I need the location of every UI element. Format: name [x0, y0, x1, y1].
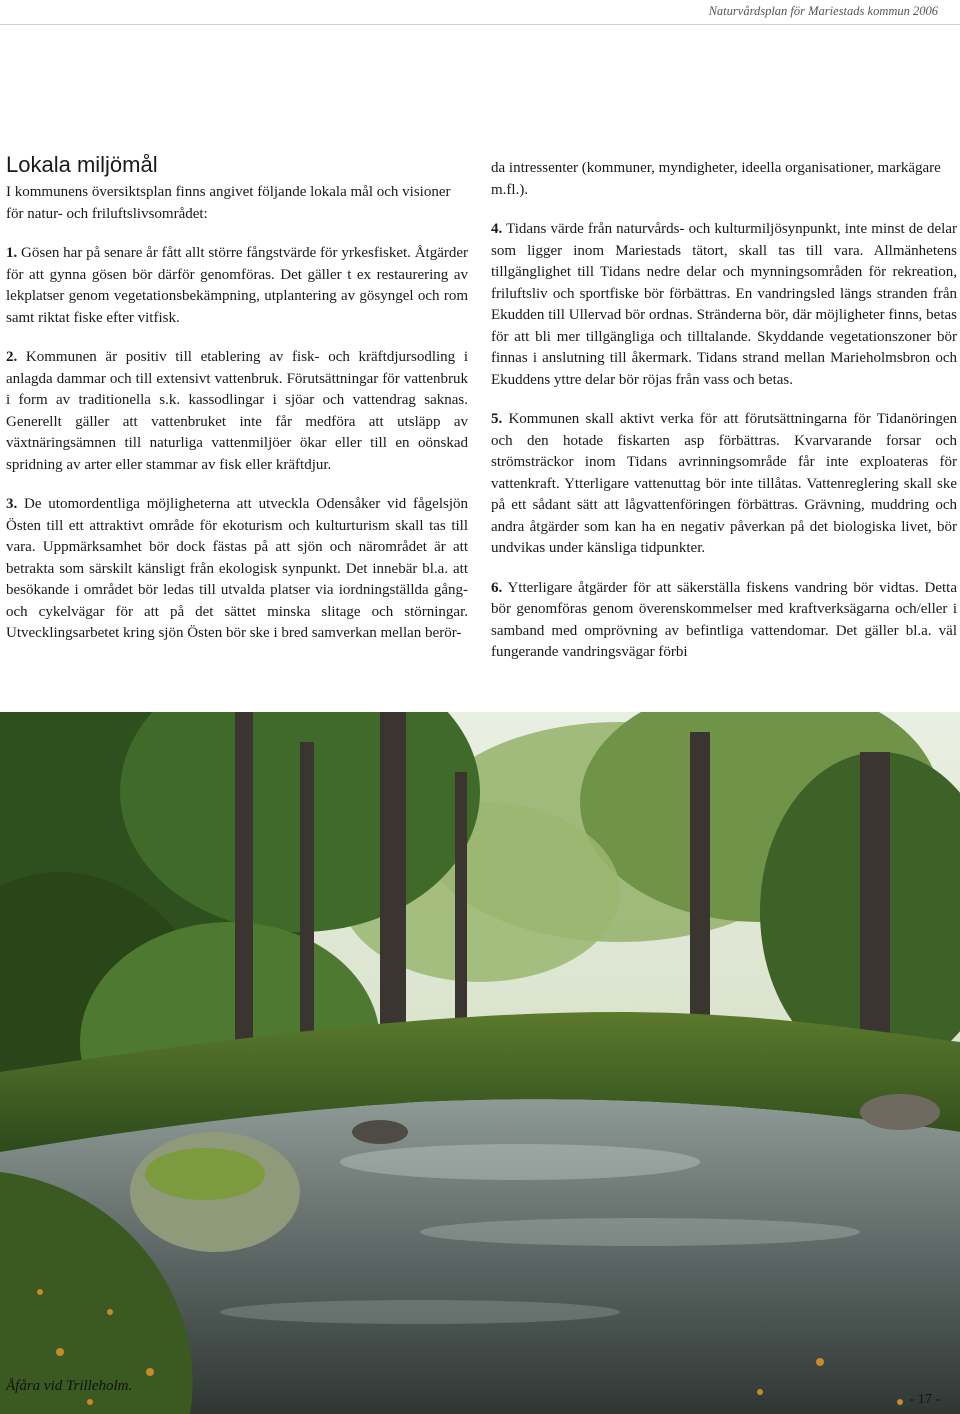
header-rule [0, 24, 960, 25]
goal-5 [491, 409, 957, 560]
goal-number: 5. [491, 411, 503, 427]
photo-caption: Åfåra vid Trilleholm. [6, 1378, 133, 1394]
goal-text: Ytterligare åtgärder för att säkerställa fiskens vandring bör vidtas. Detta bör genomföras genom överenskommelser med kraftverksägarna och/eller i samband med omprövning av befintliga vattendomar. Det gäller bl.a. väl fungerande vandringsvägar förbi [491, 579, 957, 660]
goal-text: De utomordentliga möjligheterna att utveckla Odensåker vid fågelsjön Östen till ett attraktivt område för ekoturism och kulturturism skall tas till vara. Uppmärksamhet bör dock fästas på att sjön och närområdet är att betrakta som särskilt känsligt från ekologisk synpunkt. Det innebär bl.a. att besökande i området bör ledas till utvalda platser via iordningställda gång- och cykelvägar för att på det sättet minska slitage och störningar. Utvecklingsarbetet kring sjön Östen bör ske i bred samverkan mellan berör- [6, 496, 468, 641]
goal-text: Kommunen är positiv till etablering av fisk- och kräftdjursodling i anlagda dammar och till extensivt vattenbruk. Förutsättningar för vattenbruk i form av traditionella s.k. kassodlingar i sjöar och vattendrag saknas. Generellt gäller att vattenbruket inte får medföra att utsläpp av växtnäringsämnen till naturliga vattenmiljöer ökar eller till en oönskad spridning av arter eller stammar av fisk eller kräftdjur. [6, 349, 468, 473]
section-title: Lokala miljömål [6, 152, 158, 177]
goal-3-part-2: da intressenter (kommuner, myndigheter, ideella organisationer, markägare m.fl.). [491, 160, 941, 198]
right-column [491, 158, 957, 664]
stream-photo [0, 712, 960, 1414]
goal-4 [491, 219, 957, 391]
goal-number: 6. [491, 579, 503, 596]
goal-number: 2. [6, 349, 18, 365]
goal-number: 4. [491, 221, 503, 237]
goal-1 [6, 243, 468, 329]
goal-3-part-1 [6, 494, 468, 645]
goal-number: 1. [6, 245, 18, 261]
goal-number: 3. [6, 496, 18, 512]
goal-text: Kommunen skall aktivt verka för att förutsättningarna för Tidanöringen och den hotade fiskarten asp förbättras. Kvarvarande forsar och strömsträckor inom Tidans avrinningsområde får inte exploateras för vattenkraft. Ytterligare vattenuttag bör inte tillåtas. Vattenreglering skall ske på ett sådant sätt att lågvattenföringen förbättras. Grävning, muddring och andra åtgärder som kan ha en negativ påverkan på det biologiska livet, bör undvikas under känsliga tidpunkter. [491, 411, 957, 556]
goal-2 [6, 347, 468, 476]
goal-text: Tidans värde från naturvårds- och kulturmiljösynpunkt, inte minst de delar som ligger inom Mariestads tätort, skall tas till vara. Allmänhetens tillgänglighet till Tidans nedre delar och mynningsområden för rekreation, friluftsliv och sportfiske bör förbättras. En vandringsled längs stranden från Ekudden till Ullervad bör ordnas. Stränderna bör, där möjligheter finns, betas för att bli mer tillgängliga och tilltalande. Skyddande vegetationszoner bör finnas i anslutning till åkermark. Tidans strand mellan Marieholmsbron och Ekuddens yttre delar bör röjas från vass och betas. [491, 221, 957, 388]
section-intro: I kommunens översiktsplan finns angivet följande lokala mål och visioner för natur- och friluftslivsområdet: [6, 184, 451, 222]
goal-text: Gösen har på senare år fått allt större fångstvärde för yrkesfisket. Åtgärder för att gynna gösen bör därför genomföras. Det gäller t ex restaurering av lekplatser genom vegetationsbekämpning, utplantering av gösyngel och rom samt riktat fiske efter vitfisk. [6, 245, 468, 326]
running-title: Naturvårdsplan för Mariestads kommun 2006 [708, 4, 938, 18]
running-header [0, 0, 960, 26]
page-number: - 17 - [909, 1392, 940, 1407]
goal-6 [491, 578, 957, 664]
left-column [6, 152, 468, 645]
